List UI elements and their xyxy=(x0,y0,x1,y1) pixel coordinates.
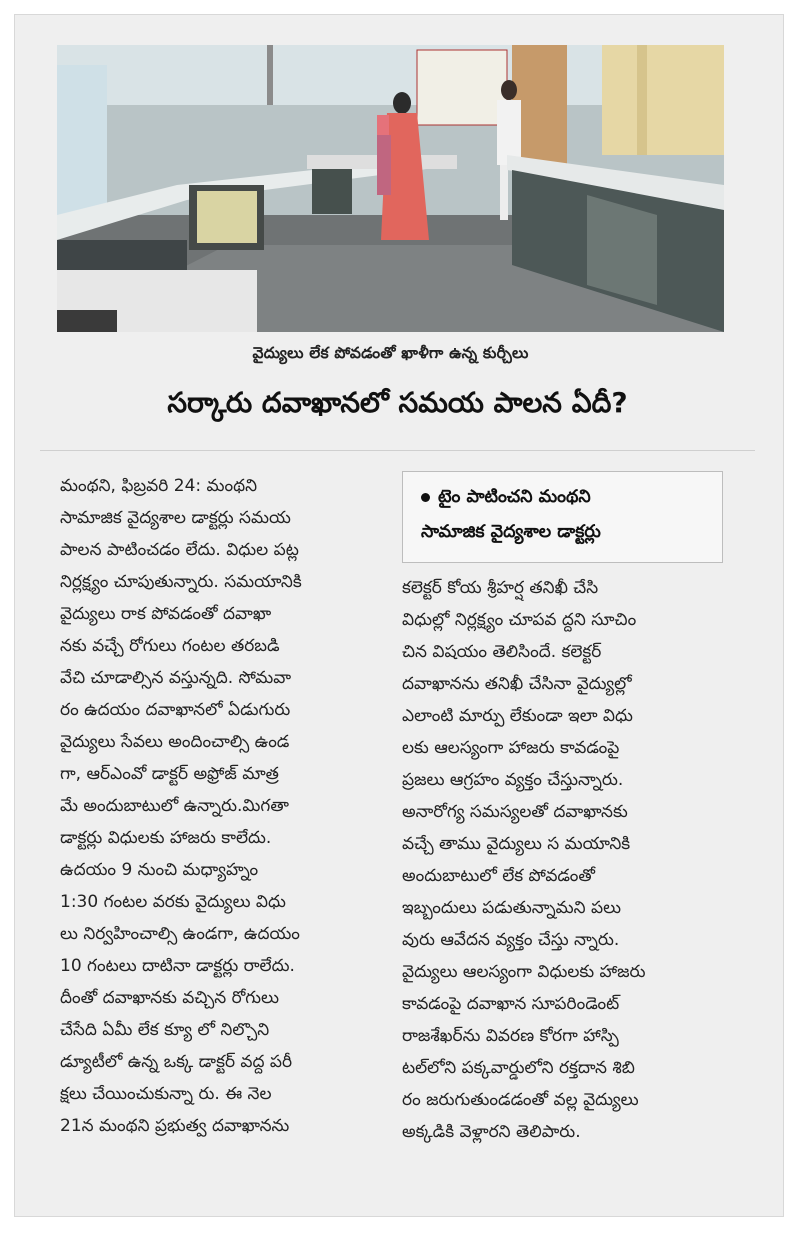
body-line: అనారోగ్య సమస్యలతో దవాఖానకు xyxy=(402,802,628,822)
body-line: రం జరుగుతుండడంతో వల్ల వైద్యులు xyxy=(402,1090,639,1110)
divider xyxy=(40,450,755,451)
article-photo xyxy=(57,45,724,332)
body-line: వైద్యులు రాక పోవడంతో దవాఖా xyxy=(60,604,272,624)
body-line: డ్యూటీలో ఉన్న ఒక్క డాక్టర్ వద్ద పరీ xyxy=(60,1052,293,1072)
body-line: దవాఖానను తనిఖీ చేసినా వైద్యుల్లో xyxy=(402,674,632,694)
headline: సర్కారు దవాఖానలో సమయ పాలన ఏదీ? xyxy=(167,386,628,419)
highlight-text: టైం పాటించని మంథని xyxy=(438,487,591,507)
body-line: మే అందుబాటులో ఉన్నారు.మిగతా xyxy=(60,796,289,816)
highlight-text: సామాజిక వైద్యశాల డాక్టర్లు xyxy=(421,522,601,542)
highlight-box xyxy=(402,471,723,563)
body-line: టల్‌లోని పక్కవార్డులోని రక్తదాన శిబి xyxy=(402,1058,635,1078)
body-line: ఉదయం 9 నుంచి మధ్యాహ్నం xyxy=(60,860,259,880)
body-line: 1:30 గంటల వరకు వైద్యులు విధు xyxy=(60,892,286,912)
body-line: సామాజిక వైద్యశాల డాక్టర్లు సమయ xyxy=(60,508,291,528)
article-body-right xyxy=(402,572,724,1148)
body-line: వేచి చూడాల్సిన వస్తున్నది. సోమవా xyxy=(60,668,292,688)
photo-caption: వైద్యులు లేక పోవడంతో ఖాళీగా ఉన్న కుర్చీలు xyxy=(252,344,529,362)
body-line: అక్కడికి వెళ్లారని తెలిపారు. xyxy=(402,1122,581,1142)
body-line: దీంతో దవాఖానకు వచ్చిన రోగులు xyxy=(60,988,279,1008)
body-line: వైద్యులు ఆలస్యంగా విధులకు హాజరు xyxy=(402,962,646,982)
body-line: వైద్యులు సేవలు అందించాల్సి ఉండ xyxy=(60,732,290,752)
body-line: వురు ఆవేదన వ్యక్తం చేస్తు న్నారు. xyxy=(402,930,620,950)
body-line: రం ఉదయం దవాఖానలో ఏడుగురు xyxy=(60,700,291,720)
body-line: లకు ఆలస్యంగా హాజరు కావడంపై xyxy=(402,738,620,758)
body-line: నకు వచ్చే రోగులు గంటల తరబడి xyxy=(60,636,280,656)
body-line: 21న మంథని ప్రభుత్వ దవాఖానను xyxy=(60,1116,290,1136)
photo-hospital-room xyxy=(57,45,724,332)
body-line: ప్రజలు ఆగ్రహం వ్యక్తం చేస్తున్నారు. xyxy=(402,770,624,790)
body-line: లు నిర్వహించాల్సి ఉండగా, ఉదయం xyxy=(60,924,300,944)
body-line: వచ్చే తాము వైద్యులు స మయానికి xyxy=(402,834,631,854)
body-line: మంథని, ఫిబ్రవరి 24: మంథని xyxy=(60,476,258,496)
body-line: గా, ఆర్ఎంవో డాక్టర్ అఫ్రోజ్ మాత్ర xyxy=(60,764,279,784)
article-body-left xyxy=(60,470,382,1142)
body-line: విధుల్లో నిర్లక్ష్యం చూపవ ద్దని సూచిం xyxy=(402,610,637,630)
highlight-line xyxy=(421,480,710,515)
body-line: కావడంపై దవాఖాన సూపరిండెంట్ xyxy=(402,994,620,1014)
body-line: పాలన పాటించడం లేదు. విధుల పట్ల xyxy=(60,540,299,560)
body-line: క్షలు చేయించుకున్నా రు. ఈ నెల xyxy=(60,1084,272,1104)
body-line: చిన విషయం తెలిసిందే. కలెక్టర్ xyxy=(402,642,602,662)
body-line: 10 గంటలు దాటినా డాక్టర్లు రాలేదు. xyxy=(60,956,295,976)
body-line: కలెక్టర్ కోయ శ్రీహర్ష తనిఖీ చేసి xyxy=(402,578,599,598)
body-line: నిర్లక్ష్యం చూపుతున్నారు. సమయానికి xyxy=(60,572,302,592)
body-line: ఎలాంటి మార్పు లేకుండా ఇలా విధు xyxy=(402,706,633,726)
body-line: అందుబాటులో లేక పోవడంతో xyxy=(402,866,595,886)
body-line: రాజశేఖర్‌ను వివరణ కోరగా హాస్పి xyxy=(402,1026,619,1046)
body-line: ఇబ్బందులు పడుతున్నామని పలు xyxy=(402,898,622,918)
body-line: చేసేది ఏమీ లేక క్యూ లో నిల్చొని xyxy=(60,1020,270,1040)
bullet-icon xyxy=(421,493,430,502)
body-line: డాక్టర్లు విధులకు హాజరు కాలేదు. xyxy=(60,828,272,848)
highlight-line xyxy=(421,515,710,550)
